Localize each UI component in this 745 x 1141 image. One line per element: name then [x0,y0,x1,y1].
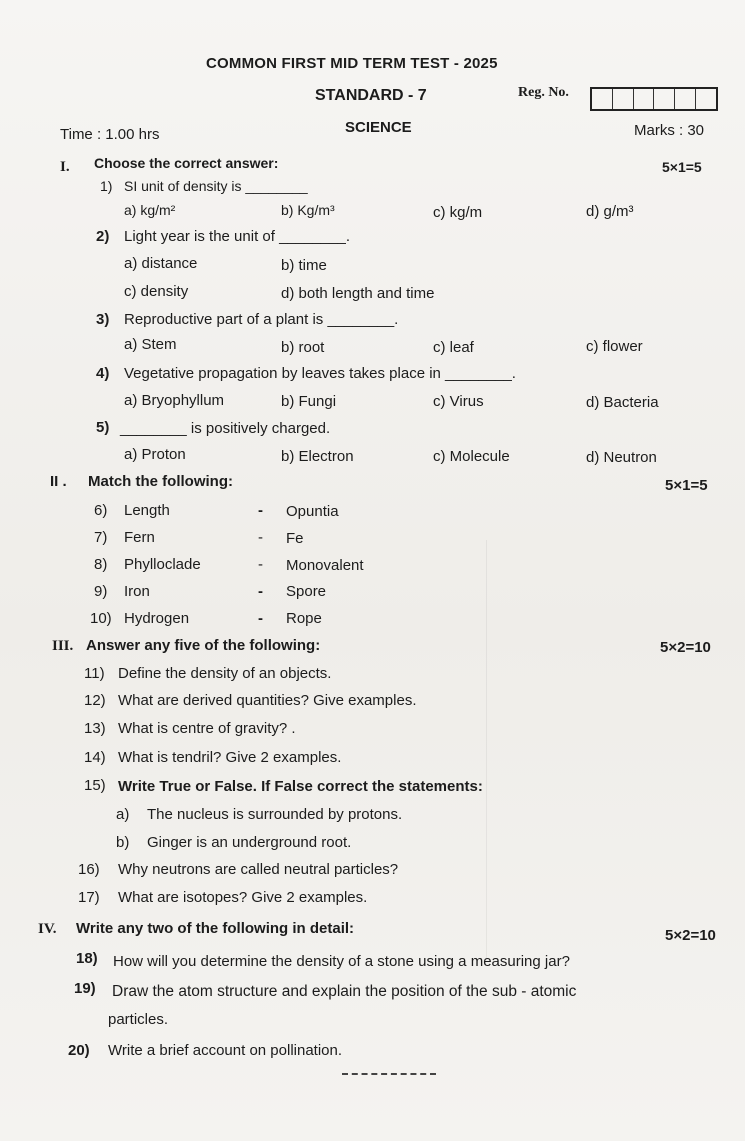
marks-label: Marks : 30 [634,122,705,139]
match-dash: - [258,502,263,519]
question-text: Define the density of an objects. [118,665,332,682]
match-number: 9) [94,583,108,600]
end-divider [342,1073,436,1075]
question-text: What is tendril? Give 2 examples. [118,749,342,766]
sub-question-number: b) [116,834,130,851]
option-c: c) leaf [433,339,474,356]
question-number: 4) [96,365,110,382]
question-number: 20) [68,1042,90,1059]
option-a: a) Stem [124,336,177,353]
match-right: Fe [286,530,304,547]
option-a: a) Proton [124,446,186,463]
option-a: a) Bryophyllum [124,392,225,409]
sub-question-text: Ginger is an underground root. [147,834,352,851]
match-number: 6) [94,502,108,519]
question-text: What are derived quantities? Give examples. [118,692,417,709]
option-d: c) flower [586,338,643,355]
match-right: Spore [286,583,327,600]
option-d: d) Bacteria [586,394,659,411]
section-heading: Write any two of the following in detail: [76,920,355,937]
question-number: 3) [96,311,110,328]
section-heading: Match the following: [88,473,233,490]
question-text: Light year is the unit of ________. [124,228,350,245]
section-heading: Choose the correct answer: [94,155,279,171]
exam-title: COMMON FIRST MID TERM TEST - 2025 [206,55,498,72]
section-number: IV. [38,921,57,937]
option-a: a) kg/m² [124,202,176,218]
question-number: 14) [84,749,106,766]
question-text: SI unit of density is ________ [124,178,308,194]
question-number: 18) [76,950,98,967]
match-dash: - [258,529,263,546]
question-text-continued: particles. [108,1011,169,1028]
option-b: b) Fungi [281,393,337,410]
question-text: Reproductive part of a plant is ________. [124,311,399,328]
match-left: Length [124,502,170,519]
paper-crease [486,540,487,960]
option-d: d) both length and time [281,285,435,302]
option-d: d) Neutron [586,449,657,466]
question-text: Write a brief account on pollination. [108,1042,343,1059]
reg-no-cell [675,89,696,109]
section-heading: Answer any five of the following: [86,637,321,654]
reg-no-cell [696,89,716,109]
sub-question-number: a) [116,806,130,823]
question-text: What are isotopes? Give 2 examples. [118,889,368,906]
option-b: b) Electron [281,448,354,465]
option-b: b) Kg/m³ [281,202,335,218]
question-number: 12) [84,692,106,709]
option-b: b) time [281,257,327,274]
question-number: 5) [96,419,110,436]
question-number: 19) [74,980,96,997]
match-dash: - [258,556,263,573]
match-dash: - [258,610,263,627]
reg-no-cell [634,89,655,109]
section-number: II . [50,473,67,490]
sub-question-text: The nucleus is surrounded by protons. [147,806,403,823]
option-b: b) root [281,339,325,356]
option-c: c) Molecule [433,448,510,465]
section-marks: 5×1=5 [665,477,708,494]
match-left: Hydrogen [124,610,190,627]
question-text: What is centre of gravity? . [118,720,296,737]
section-number: III. [52,638,74,654]
question-number: 2) [96,228,110,245]
match-left: Fern [124,529,155,546]
option-c: c) Virus [433,393,484,410]
question-number: 11) [84,665,105,682]
reg-no-boxes [590,87,718,111]
reg-no-cell [592,89,613,109]
match-number: 10) [90,610,112,627]
match-right: Opuntia [286,503,339,520]
section-marks: 5×1=5 [662,159,702,175]
question-number: 1) [100,178,113,194]
reg-no-cell [654,89,675,109]
section-marks: 5×2=10 [665,927,716,944]
question-text: Why neutrons are called neutral particles? [118,861,399,878]
option-d: d) g/m³ [586,203,634,220]
option-a: a) distance [124,255,198,272]
option-c: c) kg/m [433,204,483,221]
match-left: Iron [124,583,150,600]
match-right: Monovalent [286,557,364,574]
match-number: 7) [94,529,108,546]
question-text: ________ is positively charged. [120,420,331,437]
match-dash: - [258,583,263,600]
question-number: 17) [78,889,100,906]
section-number: I. [60,159,70,175]
question-text: How will you determine the density of a stone using a measuring jar? [113,953,570,970]
subject-label: SCIENCE [345,119,412,136]
time-label: Time : 1.00 hrs [60,126,160,143]
match-number: 8) [94,556,108,573]
reg-no-label: Reg. No. [518,85,569,100]
question-text: Vegetative propagation by leaves takes place in ________. [124,365,516,382]
question-number: 16) [78,861,100,878]
option-c: c) density [124,283,189,300]
match-right: Rope [286,610,322,627]
match-left: Phylloclade [124,556,201,573]
question-text: Draw the atom structure and explain the position of the sub - atomic [112,983,577,1000]
standard-label: STANDARD - 7 [315,87,427,104]
question-number: 15) [84,777,106,794]
question-text: Write True or False. If False correct the statements: [118,778,483,795]
section-marks: 5×2=10 [660,639,711,656]
reg-no-cell [613,89,634,109]
question-number: 13) [84,720,106,737]
